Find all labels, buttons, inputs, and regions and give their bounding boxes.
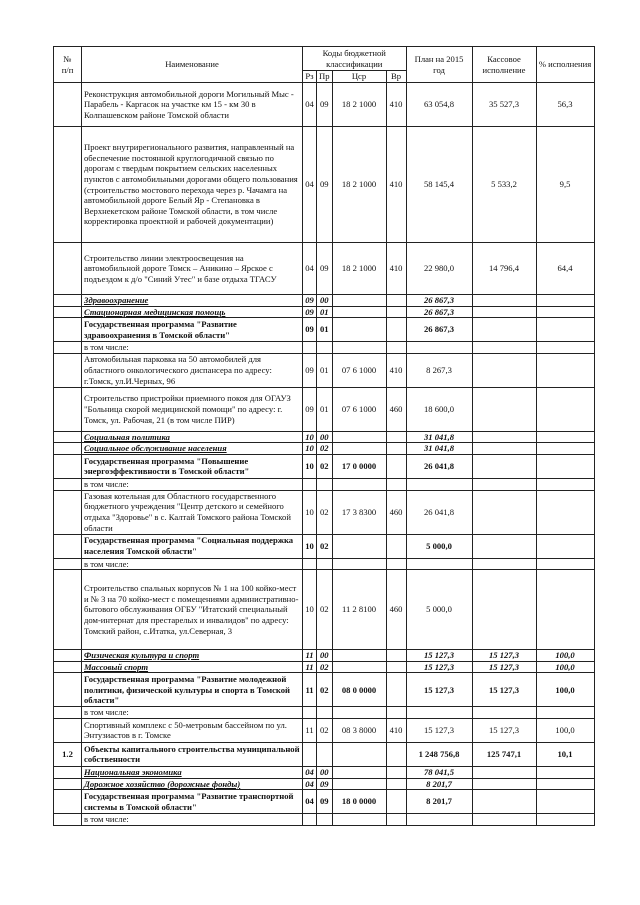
row-pr [317, 558, 333, 570]
table-row [54, 353, 595, 387]
table-header [54, 47, 595, 83]
row-vr [386, 790, 406, 814]
row-csr: 11 2 8100 [332, 570, 386, 650]
row-rz [303, 742, 317, 766]
budget-table [53, 46, 595, 826]
row-num [54, 673, 82, 707]
row-csr [332, 443, 386, 455]
table-row [54, 387, 595, 431]
row-csr [332, 742, 386, 766]
row-num [54, 295, 82, 307]
table-row [54, 454, 595, 478]
row-plan [406, 814, 472, 826]
row-rz: 09 [303, 387, 317, 431]
row-cash [472, 534, 536, 558]
row-pct: 9,5 [536, 127, 594, 243]
row-rz: 10 [303, 454, 317, 478]
header-csr: Цср [332, 71, 386, 83]
table-row [54, 742, 595, 766]
row-pr: 01 [317, 306, 333, 318]
row-num [54, 443, 82, 455]
row-rz [303, 814, 317, 826]
row-name: Государственная программа "Социальная поддержка населения Томской области" [82, 534, 303, 558]
table-row [54, 718, 595, 742]
row-pr: 02 [317, 490, 333, 534]
row-csr: 07 6 1000 [332, 353, 386, 387]
row-rz: 09 [303, 318, 317, 342]
row-vr: 460 [386, 490, 406, 534]
row-name: Спортивный комплекс с 50-метровым бассейном по ул. Энтузиастов в г. Томске [82, 718, 303, 742]
row-num [54, 778, 82, 790]
row-pr: 09 [317, 243, 333, 295]
row-name: Здравоохранение [82, 295, 303, 307]
row-name: Государственная программа "Развитие транспортной системы в Томской области" [82, 790, 303, 814]
row-pct [536, 431, 594, 443]
row-num: 1.2 [54, 742, 82, 766]
row-pct [536, 766, 594, 778]
row-rz [303, 558, 317, 570]
row-plan: 26 867,3 [406, 306, 472, 318]
row-pct [536, 306, 594, 318]
row-pct [536, 790, 594, 814]
row-num [54, 558, 82, 570]
row-pct [536, 490, 594, 534]
row-vr: 460 [386, 570, 406, 650]
row-plan: 22 980,0 [406, 243, 472, 295]
row-plan: 15 127,3 [406, 661, 472, 673]
row-pct [536, 353, 594, 387]
row-vr [386, 454, 406, 478]
header-pr: Пр [317, 71, 333, 83]
row-pr [317, 814, 333, 826]
row-plan: 8 267,3 [406, 353, 472, 387]
row-plan: 26 041,8 [406, 454, 472, 478]
row-name: Строительство спальных корпусов № 1 на 100 койко-мест и № 3 на 70 койко-мест с помещениями административно-бытового обслуживания ОГБУ "Итатский специальный дом-интернат для престарелых и инвалидов" по адресу: Томский район, с.Итатка, ул.Северная, 3 [82, 570, 303, 650]
table-row [54, 127, 595, 243]
row-rz: 04 [303, 778, 317, 790]
row-pr: 09 [317, 127, 333, 243]
row-num [54, 478, 82, 490]
row-csr: 17 0 0000 [332, 454, 386, 478]
row-csr [332, 558, 386, 570]
row-csr [332, 306, 386, 318]
table-row [54, 558, 595, 570]
row-num [54, 766, 82, 778]
row-vr [386, 661, 406, 673]
table-row [54, 443, 595, 455]
header-vr: Вр [386, 71, 406, 83]
row-plan: 15 127,3 [406, 718, 472, 742]
row-name: Социальная политика [82, 431, 303, 443]
row-num [54, 306, 82, 318]
row-rz: 09 [303, 295, 317, 307]
row-csr: 18 2 1000 [332, 83, 386, 127]
row-cash [472, 478, 536, 490]
row-plan: 26 867,3 [406, 318, 472, 342]
row-cash [472, 306, 536, 318]
row-rz [303, 707, 317, 719]
row-vr: 460 [386, 387, 406, 431]
row-pr: 01 [317, 353, 333, 387]
row-rz: 10 [303, 490, 317, 534]
row-csr [332, 778, 386, 790]
header-plan: План на 2015 год [406, 47, 472, 83]
row-csr [332, 431, 386, 443]
row-pr [317, 478, 333, 490]
header-rz: Рз [303, 71, 317, 83]
row-cash [472, 790, 536, 814]
row-csr [332, 707, 386, 719]
row-pr: 01 [317, 318, 333, 342]
table-row [54, 650, 595, 662]
row-vr [386, 707, 406, 719]
row-vr [386, 742, 406, 766]
table-row [54, 707, 595, 719]
row-num [54, 431, 82, 443]
row-rz: 11 [303, 673, 317, 707]
row-rz: 04 [303, 127, 317, 243]
row-vr [386, 558, 406, 570]
row-plan: 1 248 756,8 [406, 742, 472, 766]
row-name: Реконструкция автомобильной дороги Могильный Мыс - Парабель - Каргасок на участке км 15 - км 30 в Колпашевском районе Томской области [82, 83, 303, 127]
row-num [54, 83, 82, 127]
row-plan: 31 041,8 [406, 443, 472, 455]
row-rz: 11 [303, 718, 317, 742]
row-plan: 8 201,7 [406, 778, 472, 790]
row-name: в том числе: [82, 342, 303, 354]
row-csr [332, 342, 386, 354]
header-name: Наименование [82, 47, 303, 83]
row-name: в том числе: [82, 558, 303, 570]
row-vr: 410 [386, 243, 406, 295]
row-vr [386, 814, 406, 826]
table-row [54, 306, 595, 318]
row-rz: 09 [303, 353, 317, 387]
row-pct: 100,0 [536, 661, 594, 673]
row-plan: 18 600,0 [406, 387, 472, 431]
table-row [54, 478, 595, 490]
row-name: Объекты капитального строительства муниципальной собственности [82, 742, 303, 766]
row-name: Строительство линии электроосвещения на автомобильной дороге Томск – Аникино – Ярское с подъездом к д/о "Синий Утес" и базе отдыха ТГАСУ [82, 243, 303, 295]
row-pct: 64,4 [536, 243, 594, 295]
row-vr [386, 673, 406, 707]
table-body [54, 83, 595, 826]
table-row [54, 814, 595, 826]
row-cash: 15 127,3 [472, 718, 536, 742]
row-plan: 15 127,3 [406, 650, 472, 662]
row-vr: 410 [386, 353, 406, 387]
row-plan: 58 145,4 [406, 127, 472, 243]
row-pr: 02 [317, 570, 333, 650]
row-name: Массовый спорт [82, 661, 303, 673]
row-vr [386, 318, 406, 342]
table-row [54, 570, 595, 650]
table-row [54, 790, 595, 814]
row-num [54, 353, 82, 387]
row-pct [536, 778, 594, 790]
row-vr [386, 443, 406, 455]
row-pct [536, 342, 594, 354]
row-plan [406, 707, 472, 719]
row-num [54, 342, 82, 354]
row-csr: 08 3 8000 [332, 718, 386, 742]
row-rz: 04 [303, 766, 317, 778]
row-pct [536, 318, 594, 342]
row-vr: 410 [386, 718, 406, 742]
row-pr: 01 [317, 387, 333, 431]
row-cash [472, 814, 536, 826]
row-rz [303, 342, 317, 354]
row-csr [332, 534, 386, 558]
row-pct [536, 570, 594, 650]
row-name: Государственная программа "Развитие здравоохранения в Томской области" [82, 318, 303, 342]
row-name: Стационарная медицинская помощь [82, 306, 303, 318]
row-vr [386, 295, 406, 307]
row-pct [536, 387, 594, 431]
row-rz: 10 [303, 570, 317, 650]
table-row [54, 661, 595, 673]
row-num [54, 814, 82, 826]
row-name: Газовая котельная для Областного государственного бюджетного учреждения "Центр детского и семейного отдыха "Здоровье" в с. Калтай Томского района Томской области [82, 490, 303, 534]
table-row [54, 490, 595, 534]
row-vr [386, 342, 406, 354]
row-cash [472, 558, 536, 570]
table-row [54, 342, 595, 354]
row-plan: 5 000,0 [406, 570, 472, 650]
row-num [54, 661, 82, 673]
row-num [54, 534, 82, 558]
row-rz: 11 [303, 661, 317, 673]
row-name: Автомобильная парковка на 50 автомобилей для областного онкологического диспансера по адресу: г.Томск, ул.И.Черных, 96 [82, 353, 303, 387]
row-plan: 5 000,0 [406, 534, 472, 558]
row-name: Национальная экономика [82, 766, 303, 778]
row-vr [386, 431, 406, 443]
row-rz: 10 [303, 443, 317, 455]
row-rz: 04 [303, 83, 317, 127]
row-num [54, 127, 82, 243]
table-row [54, 83, 595, 127]
row-pr: 00 [317, 766, 333, 778]
row-csr [332, 650, 386, 662]
row-pr: 00 [317, 295, 333, 307]
table-row [54, 534, 595, 558]
row-num [54, 387, 82, 431]
row-cash [472, 778, 536, 790]
row-pr: 02 [317, 454, 333, 478]
row-pr: 02 [317, 534, 333, 558]
row-cash: 15 127,3 [472, 650, 536, 662]
row-vr: 410 [386, 127, 406, 243]
row-csr: 08 0 0000 [332, 673, 386, 707]
row-num [54, 790, 82, 814]
row-num [54, 718, 82, 742]
row-plan [406, 478, 472, 490]
row-rz: 10 [303, 534, 317, 558]
row-pct [536, 454, 594, 478]
row-name: Строительство пристройки приемного покоя для ОГАУЗ "Больница скорой медицинской помощи" по адресу: г. Томск, ул. Рабочая, 21 (в том числе ПИР) [82, 387, 303, 431]
row-name: Государственная программа "Развитие молодежной политики, физической культуры и спорта в Томской области" [82, 673, 303, 707]
row-pct [536, 478, 594, 490]
row-csr [332, 318, 386, 342]
row-name: Дорожное хозяйство (дорожные фонды) [82, 778, 303, 790]
row-vr [386, 478, 406, 490]
row-plan: 26 867,3 [406, 295, 472, 307]
row-pr: 02 [317, 443, 333, 455]
row-num [54, 318, 82, 342]
header-num: № п/п [54, 47, 82, 83]
row-rz [303, 478, 317, 490]
row-pr: 02 [317, 673, 333, 707]
row-vr [386, 650, 406, 662]
row-pct [536, 443, 594, 455]
row-cash [472, 766, 536, 778]
row-cash [472, 318, 536, 342]
row-plan: 78 041,5 [406, 766, 472, 778]
row-name: в том числе: [82, 478, 303, 490]
table-row [54, 673, 595, 707]
row-plan [406, 558, 472, 570]
table-row [54, 243, 595, 295]
row-plan: 8 201,7 [406, 790, 472, 814]
row-cash: 15 127,3 [472, 661, 536, 673]
table-row [54, 295, 595, 307]
row-pct: 10,1 [536, 742, 594, 766]
row-csr: 07 6 1000 [332, 387, 386, 431]
table-row [54, 431, 595, 443]
row-rz: 04 [303, 243, 317, 295]
row-rz: 11 [303, 650, 317, 662]
row-cash: 125 747,1 [472, 742, 536, 766]
row-pct [536, 814, 594, 826]
table-row [54, 778, 595, 790]
row-num [54, 707, 82, 719]
row-vr [386, 766, 406, 778]
row-cash [472, 295, 536, 307]
row-name: в том числе: [82, 707, 303, 719]
row-rz: 04 [303, 790, 317, 814]
row-cash: 14 796,4 [472, 243, 536, 295]
row-name: Проект внутрирегионального развития, направленный на обеспечение постоянной круглогодичной связью по дорогам с твердым покрытием сельских населенных пунктов с автомобильными дорогами общего пользования (строительство мостового перехода через р. Чачамга на автомобильной дороге Белый Яр - Степановка в Верхнекетском районе Томской области, в том числе корректировка проектной и рабочей документации) [82, 127, 303, 243]
row-name: в том числе: [82, 814, 303, 826]
row-plan: 31 041,8 [406, 431, 472, 443]
row-pr: 09 [317, 778, 333, 790]
header-cash: Кассовое исполнение [472, 47, 536, 83]
row-cash [472, 490, 536, 534]
row-csr: 18 2 1000 [332, 243, 386, 295]
row-csr [332, 661, 386, 673]
row-pct: 100,0 [536, 718, 594, 742]
row-cash [472, 443, 536, 455]
row-name: Физическая культура и спорт [82, 650, 303, 662]
row-num [54, 650, 82, 662]
row-name: Государственная программа "Повышение энергоэффективности в Томской области" [82, 454, 303, 478]
row-pr: 02 [317, 718, 333, 742]
row-pct: 100,0 [536, 673, 594, 707]
row-pct [536, 558, 594, 570]
table-row [54, 766, 595, 778]
row-pct [536, 295, 594, 307]
row-vr [386, 778, 406, 790]
row-pr: 09 [317, 790, 333, 814]
row-cash [472, 707, 536, 719]
row-plan [406, 342, 472, 354]
row-cash [472, 570, 536, 650]
row-pr [317, 707, 333, 719]
row-cash: 15 127,3 [472, 673, 536, 707]
row-csr [332, 766, 386, 778]
row-csr [332, 478, 386, 490]
row-plan: 26 041,8 [406, 490, 472, 534]
row-pr: 02 [317, 661, 333, 673]
row-pct: 56,3 [536, 83, 594, 127]
row-vr [386, 534, 406, 558]
row-cash: 35 527,3 [472, 83, 536, 127]
row-vr [386, 306, 406, 318]
row-rz: 09 [303, 306, 317, 318]
row-plan: 63 054,8 [406, 83, 472, 127]
row-csr: 18 2 1000 [332, 127, 386, 243]
row-num [54, 243, 82, 295]
row-csr [332, 814, 386, 826]
row-vr: 410 [386, 83, 406, 127]
row-pr [317, 342, 333, 354]
row-pr: 09 [317, 83, 333, 127]
row-cash [472, 454, 536, 478]
row-pr: 00 [317, 650, 333, 662]
row-cash [472, 353, 536, 387]
row-num [54, 570, 82, 650]
row-csr [332, 295, 386, 307]
row-cash [472, 342, 536, 354]
row-cash [472, 431, 536, 443]
row-csr: 18 0 0000 [332, 790, 386, 814]
row-pct [536, 707, 594, 719]
row-pct: 100,0 [536, 650, 594, 662]
header-codes: Коды бюджетной классификации [303, 47, 407, 71]
row-cash [472, 387, 536, 431]
row-num [54, 490, 82, 534]
row-rz: 10 [303, 431, 317, 443]
row-pct [536, 534, 594, 558]
row-csr: 17 3 8300 [332, 490, 386, 534]
row-name: Социальное обслуживание населения [82, 443, 303, 455]
header-pct: % исполнения [536, 47, 594, 83]
row-cash: 5 533,2 [472, 127, 536, 243]
row-pr: 00 [317, 431, 333, 443]
row-pr [317, 742, 333, 766]
table-row [54, 318, 595, 342]
row-num [54, 454, 82, 478]
row-plan: 15 127,3 [406, 673, 472, 707]
